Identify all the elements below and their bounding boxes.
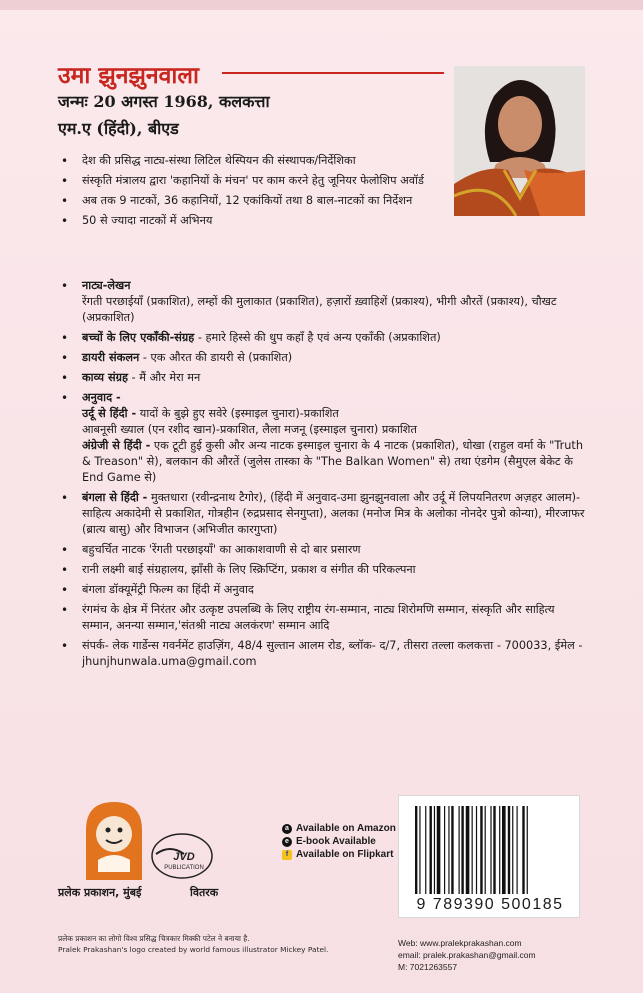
publisher-web: Web: www.pralekprakashan.com <box>398 938 522 948</box>
list-item: • संस्कृति मंत्रालय द्वारा 'कहानियों के मंचन' पर काम करने हेतु जूनियर फेलोशिप अवॉर्ड <box>58 173 453 189</box>
publisher-mobile: M: 7021263557 <box>398 962 458 972</box>
top-band <box>0 0 643 10</box>
distributor-label: वितरक <box>190 886 219 899</box>
poetry-collection: • काव्य संग्रह - मैं और मेरा मन <box>58 370 588 386</box>
barcode-bar <box>466 806 470 894</box>
barcode-bar <box>459 806 460 894</box>
pralek-logo-icon <box>80 800 148 880</box>
list-item: • देश की प्रसिद्ध नाट्य-संस्था लिटिल थेस्पियन की संस्थापक/निर्देशिका <box>58 153 453 169</box>
translation-section: • अनुवाद - उर्दू से हिंदी - यादों के बुझे हुए सवेरे (इस्माइल चुनारा)-प्रकाशित आबनूसी ख्याल (एन रशीद खान)-प्रकाशित, लैला मजनू (इस्माइल चुनारा) प्रकाशित अंग्रेजी से हिंदी - एक टूटी हुई कुसी और अन्य नाटक इस्माइल चुनारा के 4 नाटक (प्रकाशित), धोखा (राहुल वर्मा के "Truth & Treason" से), बलकान की औरतें (जुलेस तास्का के "The Balkan Women" से) तथा एंडगेम (सैमुएल बेकेट के End Game से) <box>58 390 588 486</box>
barcode-bar <box>430 806 432 894</box>
ebook-icon: e <box>282 837 292 847</box>
diary-collection: • डायरी संकलन - एक औरत की डायरी से (प्रकाशित) <box>58 350 588 366</box>
barcode-bar <box>461 806 463 894</box>
author-birth: जन्मः 20 अगस्त 1968, कलकत्ता <box>58 92 270 111</box>
barcode-bar <box>444 806 445 894</box>
availability-row: f Available on Flipkart <box>282 848 396 861</box>
flipkart-icon: f <box>282 850 292 860</box>
barcode-bar <box>485 806 486 894</box>
barcode-bar <box>499 806 500 894</box>
amazon-icon: a <box>282 824 292 834</box>
barcode-bar <box>508 806 510 894</box>
jvd-logo-icon <box>150 832 214 880</box>
logo-credit: प्रलेक प्रकाशन का लोगो विश्व प्रसिद्ध चित्रकार मिक्की पटेल ने बनाया है. Pralek Prakashan's logo created by world famous illustrator Mickey Patel. <box>58 934 329 954</box>
author-degree: एम.ए (हिंदी), बीएड <box>58 119 179 138</box>
barcode-bar <box>472 806 473 894</box>
biography-list-top <box>58 153 453 233</box>
barcode-bar <box>480 806 482 894</box>
barcode-bar <box>517 806 518 894</box>
barcode-bar <box>522 806 524 894</box>
author-photo <box>454 66 585 216</box>
bengali-translation: • बंगला से हिंदी - मुक्तधारा (रवीन्द्रनाथ टैगोर), (हिंदी में अनुवाद-उमा झुनझुनवाला और उर्दू में लिपयनितरण अज़हर आलम)- साहित्य अकादेमी से प्रकाशित, गोत्रहीन (रुद्रप्रसाद सेनगुप्ता), अलका (मनोज मित्र के अलोका नोनदेर पुत्रो कोन्या), मीरजाफर (ब्रात्य बासु) और विभाजन (अभिजीत कारगुप्ता) <box>58 490 588 538</box>
list-item: • बंगला डॉक्यूमेंट्री फिल्म का हिंदी में अनुवाद <box>58 582 588 598</box>
biography-list-main <box>58 278 588 674</box>
isbn-number: 9 789390 500185 <box>416 896 564 913</box>
barcode-bar <box>419 806 420 894</box>
barcode-bar <box>527 806 528 894</box>
availability-row: a Available on Amazon <box>282 822 396 835</box>
isbn-barcode <box>398 795 580 918</box>
barcode-bars <box>413 806 565 894</box>
barcode-bar <box>490 806 491 894</box>
jvd-logo-sub: PUBLICATION <box>164 865 204 871</box>
children-plays: • बच्चों के लिए एकाँकी-संग्रह - हमारे हिस्से की धुप कहाँ है एवं अन्य एकाँकी (अप्रकाशित) <box>58 330 588 346</box>
natya-text: रेंगती परछाईयाँ (प्रकाशित), लम्हों की मुलाकात (प्रकाशित), हज़ारों ख़्वाहिशें (प्रकाश्य), भीगी औरतें (प्रकाश्य), चौखट (अप्रकाशित) <box>82 295 557 324</box>
barcode-bar <box>493 806 495 894</box>
barcode-bar <box>415 806 417 894</box>
availability-list <box>282 822 396 861</box>
list-item: • अब तक 9 नाटकों, 36 कहानियों, 12 एकांकियों तथा 8 बाल-नाटकों का निर्देशन <box>58 193 453 209</box>
publisher-email: email: pralek.prakashan@gmail.com <box>398 950 536 960</box>
natya-heading: • नाट्य-लेखन <box>58 278 588 294</box>
barcode-bar <box>434 806 435 894</box>
barcode-bar <box>451 806 453 894</box>
availability-row: e E-book Available <box>282 835 396 848</box>
barcode-bar <box>425 806 426 894</box>
list-item: • रंगमंच के क्षेत्र में निरंतर और उत्कृष्ट उपलब्धि के लिए राष्ट्रीय रंग-सम्मान, नाट्य शिरोमणि सम्मान, संस्कृति और साहित्य सम्मान, अनन्या सम्मान,'संतश्री नाट्य अलकंरण' सम्मान आदि <box>58 602 588 634</box>
list-item: • रानी लक्ष्मी बाई संग्रहालय, झाँसी के लिए स्क्रिप्टिंग, प्रकाश व संगीत की परिकल्पना <box>58 562 588 578</box>
author-name: उमा झुनझुनवाला <box>58 63 199 89</box>
barcode-bar <box>502 806 506 894</box>
barcode-bar <box>476 806 477 894</box>
name-underline <box>222 72 444 74</box>
jvd-logo-text: JVD <box>173 851 195 863</box>
list-item: • 50 से ज्यादा नाटकों में अभिनय <box>58 213 453 229</box>
publisher-contact <box>398 937 536 973</box>
barcode-bar <box>448 806 449 894</box>
contact-address: • संपर्क- लेक गार्डेन्स गवर्नमेंट हाउज़िंग, 48/4 सुल्तान आलम रोड, ब्लॉक- द/7, तीसरा तल्ला कलकत्ता - 700033, ईमेल - jhunjhunwala.uma@gmail.com <box>58 638 588 670</box>
pralek-label: प्रलेक प्रकाशन, मुंबई <box>58 886 142 899</box>
list-item: • बहुचर्चित नाटक 'रेंगती परछाइयाँ' का आकाशवाणी से दो बार प्रसारण <box>58 542 588 558</box>
barcode-bar <box>437 806 441 894</box>
barcode-bar <box>512 806 513 894</box>
